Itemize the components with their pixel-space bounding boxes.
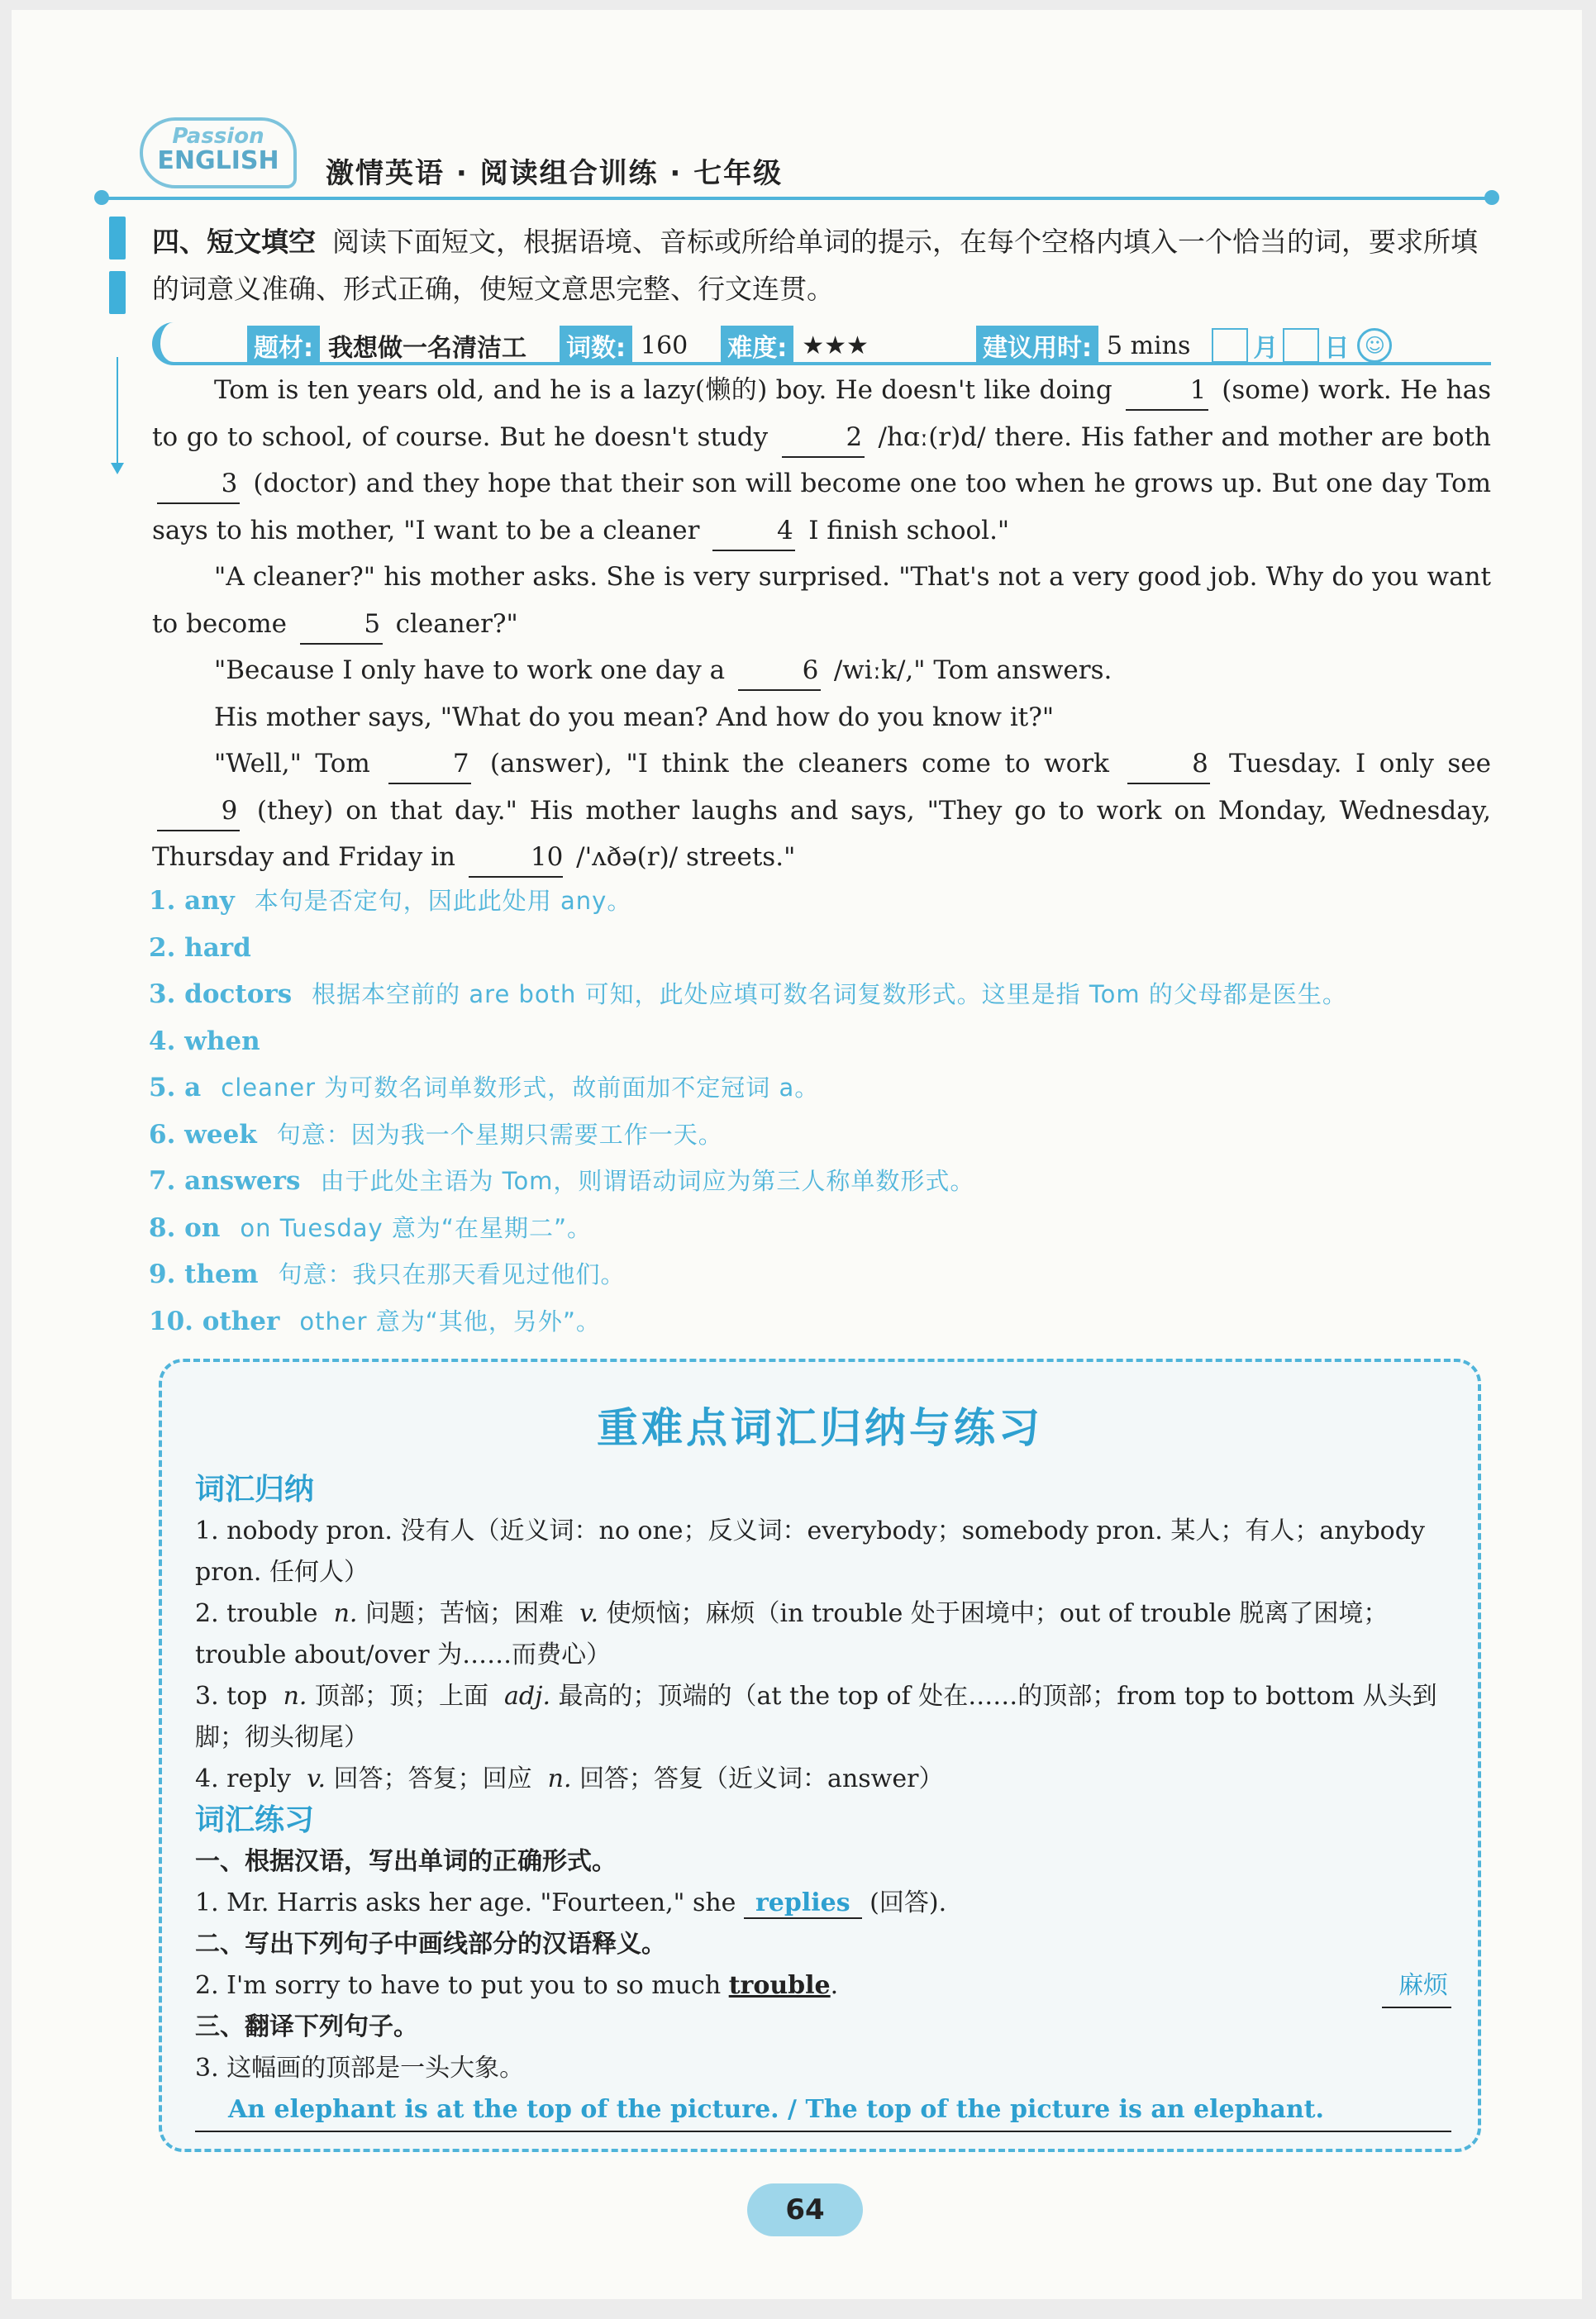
passage-text: (they) on that day." His mother laughs and says, "They go to work on Monday, Wednesday, Thursday and Friday in [152,795,1491,872]
answer-row [149,1158,1504,1205]
answer-explanation: on Tuesday 意为“在星期二”。 [240,1213,592,1242]
smiley-icon: ☺ [1357,328,1392,363]
vocab-item: 1. nobody pron. 没有人（近义词：no one；反义词：everybody；somebody pron. 某人；有人；anybody pron. 任何人） [195,1517,1425,1587]
part-of-speech: v. [307,1764,326,1793]
logo-top-text: Passion [172,124,264,149]
passage-text: Tuesday. I only see [1229,749,1491,779]
vocab-word: 4. reply [195,1764,292,1793]
passage-paragraph [152,554,1491,647]
vocab-meaning: 回答；答复；回应 [333,1764,532,1793]
answer-explanation: other 意为“其他，另外”。 [299,1307,601,1336]
answer-row [149,971,1504,1018]
part-of-speech: n. [547,1764,572,1793]
answer-word: 7. answers [149,1166,301,1196]
passage-text: I finish school." [808,515,1010,545]
blank-10[interactable]: 10 [469,838,563,878]
blank-1[interactable]: 1 [1126,371,1208,411]
vocab-meaning: 回答；答复（近义词：answer） [579,1764,944,1793]
down-arrow-icon [117,357,118,464]
answer-explanation: 句意：因为我一个星期只需要工作一天。 [276,1120,723,1149]
divider-dot-icon [1484,190,1499,205]
answer-word: 10. other [149,1306,280,1336]
vocab-item [195,1593,1451,1676]
section-instructions: 阅读下面短文，根据语境、音标或所给单词的提示，在每个空格内填入一个恰当的词，要求所填的词意义准确、形式正确，使短文意思完整、行文连贯。 [152,226,1478,305]
underlined-word: trouble [728,1971,831,2000]
vocab-meaning: 最高的；顶端的（at the top of 处在……的顶部；from top to bottom 从头到脚；彻头彻尾） [195,1682,1437,1752]
day-input[interactable] [1283,328,1319,363]
passage-paragraph: His mother says, "What do you mean? And how do you know it?" [214,702,1055,732]
exercise-3-answer[interactable]: An elephant is at the top of the picture. / The top of the picture is an elephant. [195,2089,1451,2132]
vocab-meaning: 顶部；顶；上面 [314,1682,488,1711]
part-of-speech: n. [333,1599,358,1628]
side-bar [109,271,126,314]
exercise-2-answer[interactable]: 麻烦 [1382,1965,1451,2008]
passage-text: (answer), "I think the cleaners come to work [489,749,1109,779]
side-bar [109,217,126,260]
time-value: 5 mins [1106,331,1191,360]
exercise-question: 2. I'm sorry to have to put you to so much [195,1971,722,2000]
header-divider [102,197,1491,200]
words-value: 160 [641,331,688,360]
exercise-2: 2. I'm sorry to have to put you to so much trouble. 麻烦 [195,1965,1451,2007]
passage-text: (some) work. He has to go to school, of course. But he doesn't study [152,375,1491,452]
passage-text: cleaner?" [395,608,518,639]
topic-value: 我想做一名清洁工 [328,334,526,363]
answer-word: 4. when [149,1026,260,1056]
exercise-question: 1. Mr. Harris asks her age. "Fourteen," she [195,1888,736,1917]
answer-word: 6. week [149,1119,257,1150]
answer-word: 5. a [149,1073,202,1102]
passage-text: (doctor) and they hope that their son will become one too when he grows up. But one day Tom says to his mother, "I want to be a cleaner [152,469,1491,545]
page [12,10,1582,2299]
blank-5[interactable]: 5 [300,605,383,645]
summary-heading: 词汇归纳 [195,1473,315,1507]
passage-paragraph [152,367,1491,554]
answer-row [149,1064,1504,1112]
vocab-word: 2. trouble [195,1599,318,1628]
passage-text: Tom is ten years old, and he is a lazy(懒的) boy. He doesn't like doing [214,375,1112,405]
vocab-item [195,1676,1451,1759]
day-label: 日 [1324,334,1350,363]
answer-row [149,878,1504,925]
answer-row [149,1205,1504,1252]
blank-3[interactable]: 3 [157,464,240,504]
answer-word: 2. hard [149,932,251,963]
passage-text: "Because I only have to work one day a [214,655,726,685]
header-title: 激情英语 · 阅读组合训练 · 七年级 [326,157,784,190]
answer-explanation: 句意：我只在那天看见过他们。 [278,1260,626,1288]
vocab-meaning: 使烦恼；麻烦（in trouble 处于困境中；out of trouble 脱离了困境；trouble about/over 为……而费心） [195,1599,1389,1669]
answer-word: 9. them [149,1259,259,1289]
answer-word: 3. doctors [149,979,293,1009]
blank-8[interactable]: 8 [1127,745,1210,784]
vocab-item [195,1759,1451,1800]
part-of-speech: v. [579,1599,598,1628]
answer-row [149,1018,1504,1065]
answer-explanation: 本句是否定句，因此此处用 any。 [254,887,632,915]
exercise-2-heading: 二、写出下列句子中画线部分的汉语释义。 [195,1930,666,1959]
section-intro [152,218,1491,312]
practice-heading: 词汇练习 [195,1803,315,1837]
answer-key [149,878,1504,1345]
answer-word: 8. on [149,1212,221,1243]
vocab-word: 3. top [195,1682,268,1711]
answer-row [149,1251,1504,1298]
vocabulary-box [159,1359,1481,2152]
answer-explanation: 根据本空前的 are both 可知，此处应填可数名词复数形式。这里是指 Tom 的父母都是医生。 [312,980,1347,1008]
answer-explanation: cleaner 为可数名词单数形式，故前面加不定冠词 a。 [221,1074,820,1102]
blank-2[interactable]: 2 [782,418,865,458]
answer-word: 1. any [149,886,235,916]
exercise-1-heading: 一、根据汉语，写出单词的正确形式。 [195,1847,617,1876]
answer-row [149,1112,1504,1159]
blank-7[interactable]: 7 [388,745,471,784]
exercise-1 [195,1883,1451,1924]
vocabulary-title: 重难点词汇归纳与练习 [597,1404,1043,1452]
info-bar [247,326,1392,365]
difficulty-stars: ★★★ [802,331,869,360]
side-decoration [109,217,126,326]
month-input[interactable] [1212,328,1248,363]
exercise-3-question: 3. 这幅画的顶部是一头大象。 [195,2054,525,2083]
passage-paragraph [152,647,1491,694]
blank-9[interactable]: 9 [157,792,240,831]
answer-explanation: 由于此处主语为 Tom，则谓语动词应为第三人称单数形式。 [320,1167,975,1195]
answer-row [149,1298,1504,1345]
words-label: 词数: [560,326,632,365]
passage-text: "Well," Tom [214,749,370,779]
passage-text: /'ʌðə(r)/ streets." [576,842,796,872]
passage-text: /wiːk/," Tom answers. [833,655,1112,685]
time-label: 建议用时: [976,326,1098,365]
passion-english-logo [140,117,297,188]
passage-text: /hɑː(r)d/ there. His father and mother are both [878,421,1492,452]
vocab-meaning: 问题；苦恼；困难 [364,1599,564,1628]
page-header [102,117,1491,208]
blank-6[interactable]: 6 [738,651,821,691]
topic-label: 题材: [247,326,320,365]
exercise-1-answer[interactable]: replies [744,1888,862,1919]
part-of-speech: adj. [504,1682,550,1711]
month-label: 月 [1253,334,1279,363]
exercise-3-heading: 三、翻译下列句子。 [195,2012,418,2041]
passage-paragraph [152,740,1491,881]
section-title: 四、短文填空 [152,226,316,258]
part-of-speech: n. [283,1682,307,1711]
passage [152,367,1491,881]
passage-text: "A cleaner?" his mother asks. She is very surprised. "That's not a very good job. Why do you want to become [152,562,1491,639]
divider-dot-icon [94,190,109,205]
difficulty-label: 难度: [721,326,793,365]
page-number: 64 [747,2183,863,2236]
answer-row [149,925,1504,972]
vocabulary-content [195,1469,1451,2132]
logo-bottom-text: ENGLISH [157,146,279,175]
blank-4[interactable]: 4 [712,512,795,551]
exercise-hint: (回答). [869,1888,947,1917]
